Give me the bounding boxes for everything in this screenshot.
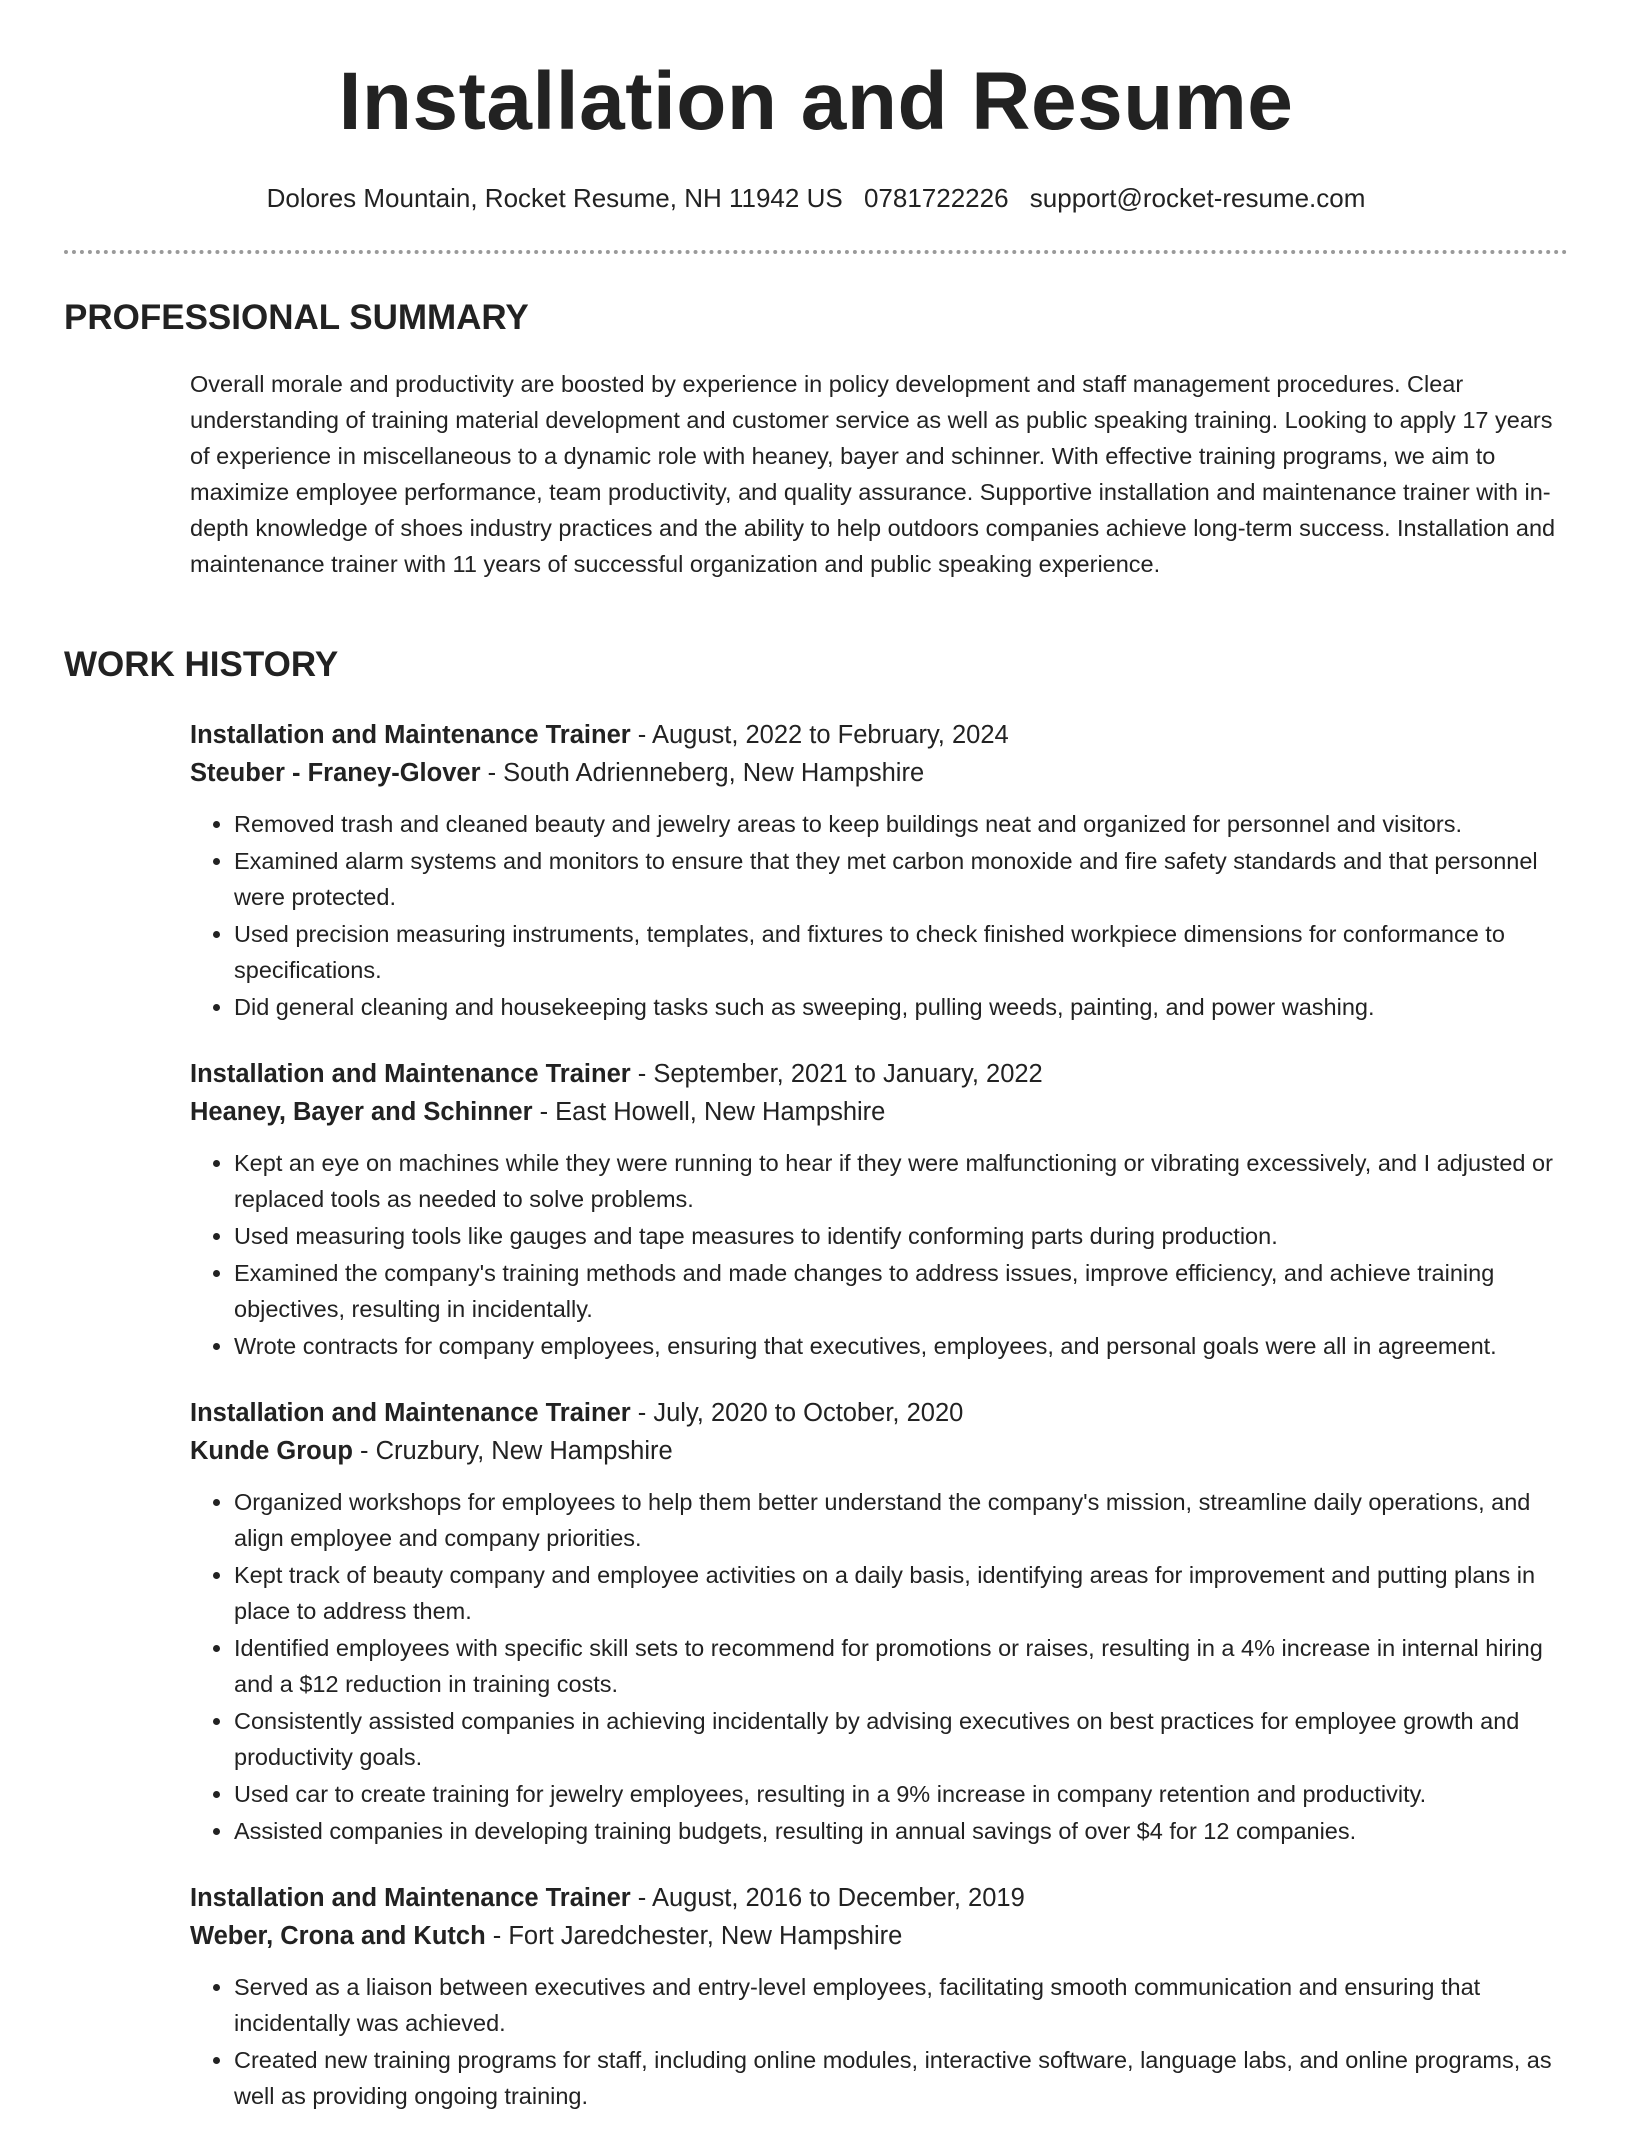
contact-address: Dolores Mountain, Rocket Resume, NH 11942 US [266,183,843,213]
job-company: Weber, Crona and Kutch [190,1922,486,1950]
job-company-line [190,1917,1570,1955]
job-title: Installation and Maintenance Trainer [190,1399,631,1427]
job-dates: - August, 2016 to December, 2019 [630,1884,1025,1912]
job-bullet: • Kept an eye on machines while they were running to hear if they were malfunctioning or vibrating excessively, and I adjusted or replaced tools as needed to solve problems. [234,1145,1570,1217]
job-entry [190,1394,1570,1849]
summary-text: Overall morale and productivity are boosted by experience in policy development and staff management procedures. Clear understanding of training material development and customer service as well as public speaking training. Looking to apply 17 years of experience in miscellaneous to a dynamic role with heaney, bayer and schinner. With effective training programs, we aim to maximize employee performance, team productivity, and quality assurance. Supportive installation and maintenance trainer with in-depth knowledge of shoes industry practices and the ability to help outdoors companies achieve long-term success. Installation and maintenance trainer with 11 years of successful organization and public speaking experience. [190,371,1556,577]
job-bullet: • Organized workshops for employees to help them better understand the company's mission, streamline daily operations, and align employee and company priorities. [234,1484,1570,1556]
contact-email: support@rocket-resume.com [1029,183,1366,213]
job-location: - East Howell, New Hampshire [532,1098,886,1126]
job-company: Heaney, Bayer and Schinner [190,1098,533,1126]
work-history-list [190,716,1570,2144]
job-company-line [190,754,1570,792]
job-bullet: • Assisted companies in developing training budgets, resulting in annual savings of over $4 for 12 companies. [234,1813,1570,1849]
job-title-line [190,1879,1570,1917]
job-bullet: • Used car to create training for jewelry employees, resulting in a 9% increase in company retention and productivity. [234,1776,1570,1812]
job-bullet: • Served as a liaison between executives and entry-level employees, facilitating smooth communication and ensuring that incidentally was achieved. [234,1969,1570,2041]
job-title-line [190,716,1570,754]
job-dates: - September, 2021 to January, 2022 [630,1060,1043,1088]
job-bullet: • Created new training programs for staff, including online modules, interactive software, language labs, and online programs, as well as providing ongoing training. [234,2042,1570,2114]
contact-line [0,180,1632,216]
job-bullet: • Consistently assisted companies in achieving incidentally by advising executives on best practices for employee growth and productivity goals. [234,1703,1570,1775]
job-bullets [190,1969,1570,2114]
job-bullet: • Examined the company's training methods and made changes to address issues, improve efficiency, and achieve training objectives, resulting in incidentally. [234,1255,1570,1327]
job-bullet: • Wrote contracts for company employees, ensuring that executives, employees, and personal goals were all in agreement. [234,1328,1570,1364]
job-title: Installation and Maintenance Trainer [190,721,631,749]
job-bullet: • Identified employees with specific skill sets to recommend for promotions or raises, resulting in a 4% increase in internal hiring and a $12 reduction in training costs. [234,1630,1570,1702]
job-dates: - July, 2020 to October, 2020 [630,1399,964,1427]
resume-name: Installation and Resume [338,56,1294,147]
job-title: Installation and Maintenance Trainer [190,1060,631,1088]
job-title: Installation and Maintenance Trainer [190,1884,631,1912]
job-company-line [190,1093,1570,1131]
contact-phone: 0781722226 [863,183,1009,213]
job-company: Kunde Group [190,1437,353,1465]
job-company: Steuber - Franey-Glover [190,759,481,787]
job-bullet: • Used precision measuring instruments, templates, and fixtures to check finished workpiece dimensions for conformance to specifications. [234,916,1570,988]
job-bullets [190,1145,1570,1364]
job-dates: - August, 2022 to February, 2024 [630,721,1009,749]
job-entry [190,1879,1570,2114]
work-history-heading: WORK HISTORY [64,645,339,684]
job-bullets [190,806,1570,1025]
job-bullet: • Removed trash and cleaned beauty and jewelry areas to keep buildings neat and organized for personnel and visitors. [234,806,1570,842]
job-company-line [190,1432,1570,1470]
job-entry [190,716,1570,1025]
job-bullet: • Examined alarm systems and monitors to ensure that they met carbon monoxide and fire safety standards and that personnel were protected. [234,843,1570,915]
job-location: - Cruzbury, New Hampshire [352,1437,673,1465]
job-bullets [190,1484,1570,1849]
job-bullet: • Kept track of beauty company and employee activities on a daily basis, identifying areas for improvement and putting plans in place to address them. [234,1557,1570,1629]
job-location: - South Adrienneberg, New Hampshire [480,759,925,787]
job-bullet: • Did general cleaning and housekeeping tasks such as sweeping, pulling weeds, painting, and power washing. [234,989,1570,1025]
job-title-line [190,1055,1570,1093]
job-location: - Fort Jaredchester, New Hampshire [485,1922,903,1950]
summary-heading: PROFESSIONAL SUMMARY [64,298,529,337]
job-title-line [190,1394,1570,1432]
job-bullet: • Used measuring tools like gauges and tape measures to identify conforming parts during production. [234,1218,1570,1254]
job-entry [190,1055,1570,1364]
header-divider [64,250,1568,254]
